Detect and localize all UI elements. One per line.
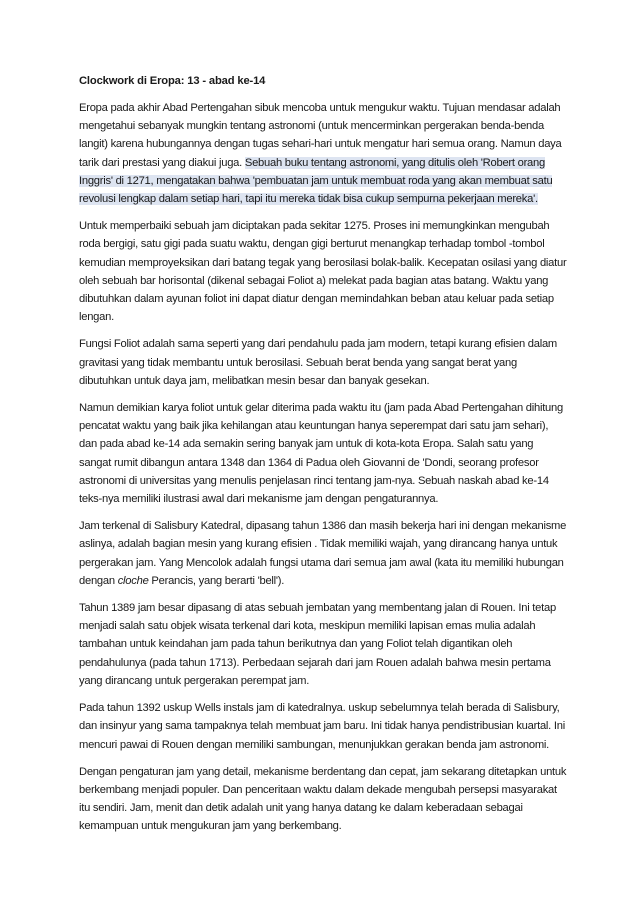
paragraph-1-text: Eropa pada akhir Abad Pertengahan sibuk mencoba untuk mengukur waktu. Tujuan mendasar adalah mengetahui sebanyak mungkin tentang astronomi (untuk mencerminkan pergerakan benda-benda langit) karena hubungannya dengan tugas sehari-hari untuk mengatur hari semua orang. Namun daya tarik dari prestasi yang diakui juga. bbox=[79, 102, 562, 169]
paragraph-5-end: Perancis, yang berarti 'bell'). bbox=[148, 574, 285, 587]
paragraph-2: Untuk memperbaiki sebuah jam diciptakan pada sekitar 1275. Proses ini memungkinkan mengubah roda bergigi, satu gigi pada suatu waktu, dengan gigi berturut menangkap terhadap tombol -tombol kemudian memproyeksikan dari batang tegak yang berosilasi bolak-balik. Kecepatan osilasi yang diatur oleh sebuah bar horisontal (dikenal sebagai Foliot a) melekat pada bagian atas batang. Waktu yang dibutuhkan dalam ayunan foliot ini dapat diatur dengan memindahkan beban atau keluar pada setiap lengan. bbox=[79, 220, 567, 324]
document-page bbox=[79, 73, 567, 845]
italic-word: cloche bbox=[117, 574, 149, 587]
paragraph-8: Dengan pengaturan jam yang detail, mekanisme berdentang dan cepat, jam sekarang ditetapkan untuk berkembang menjadi populer. Dan penceritaan waktu dalam dekade mengubah persepsi masyarakat itu sendiri. Jam, menit dan detik adalah unit yang hanya datang ke dalam keberadaan sebagai kemampuan untuk mengukuran jam yang berkembang. bbox=[79, 765, 567, 833]
paragraph-3: Fungsi Foliot adalah sama seperti yang dari pendahulu pada jam modern, tetapi kurang efisien dalam gravitasi yang tidak membantu untuk berosilasi. Sebuah berat benda yang sangat berat yang dibutuhkan untuk daya jam, melibatkan mesin besar dan banyak gesekan. bbox=[79, 338, 557, 387]
paragraph-6: Tahun 1389 jam besar dipasang di atas sebuah jembatan yang membentang jalan di Rouen. Ini tetap menjadi salah satu objek wisata terkenal dari kota, meskipun memiliki lapisan emas mulia adalah tambahan untuk keindahan jam pada tahun berikutnya dan yang Foliot telah digantikan oleh pendahulunya (pada tahun 1713). Perbedaan sejarah dari jam Rouen adalah bahwa mesin pertama yang dirancang untuk pergerakan perempat jam. bbox=[79, 602, 556, 687]
paragraph-7: Pada tahun 1392 uskup Wells instals jam di katedralnya. uskup sebelumnya telah berada di Salisbury, dan insinyur yang sama tampaknya telah membuat jam baru. Ini tidak hanya pendistribusian kuartal. Ini mencuri pawai di Rouen dengan memiliki sambungan, menunjukkan gerakan benda jam astronomi. bbox=[79, 702, 565, 751]
document-title: Clockwork di Eropa: 13 - abad ke-14 bbox=[79, 75, 266, 87]
paragraph-1 bbox=[79, 99, 567, 208]
paragraph-5-text: Jam terkenal di Salisbury Katedral, dipasang tahun 1386 dan masih bekerja hari ini dengan mekanisme aslinya, adalah bagian mesin yang kurang efisien . Tidak memiliki wajah, yang dirancang hanya untuk pergerakan jam. Yang Mencolok adalah fungsi utama dari semua jam awal (kata itu memiliki hubungan dengan bbox=[79, 520, 567, 587]
highlighted-quote: Sebuah buku tentang astronomi, yang ditulis oleh 'Robert orang Inggris' di 1271, mengatakan bahwa 'pembuatan jam untuk membuat roda yang akan membuat satu revolusi lengkap dalam setiap hari, tapi itu mereka tidak bisa cukup sempurna pekerjaan mereka'. bbox=[79, 156, 553, 206]
paragraph-5 bbox=[79, 517, 567, 590]
paragraph-4: Namun demikian karya foliot untuk gelar diterima pada waktu itu (jam pada Abad Pertengahan dihitung pencatat waktu yang baik jika kehilangan atau keuntungan hanya seperempat dari satu jam sehari), dan pada abad ke-14 ada semakin sering banyak jam untuk di kota-kota Eropa. Salah satu yang sangat rumit dibangun antara 1348 dan 1364 di Padua oleh Giovanni de 'Dondi, seorang profesor astronomi di universitas yang menulis penjelasan rinci tentang jam-nya. Sebuah naskah abad ke-14 teks-nya memiliki ilustrasi awal dari mekanisme jam dengan pengaturannya. bbox=[79, 402, 563, 506]
